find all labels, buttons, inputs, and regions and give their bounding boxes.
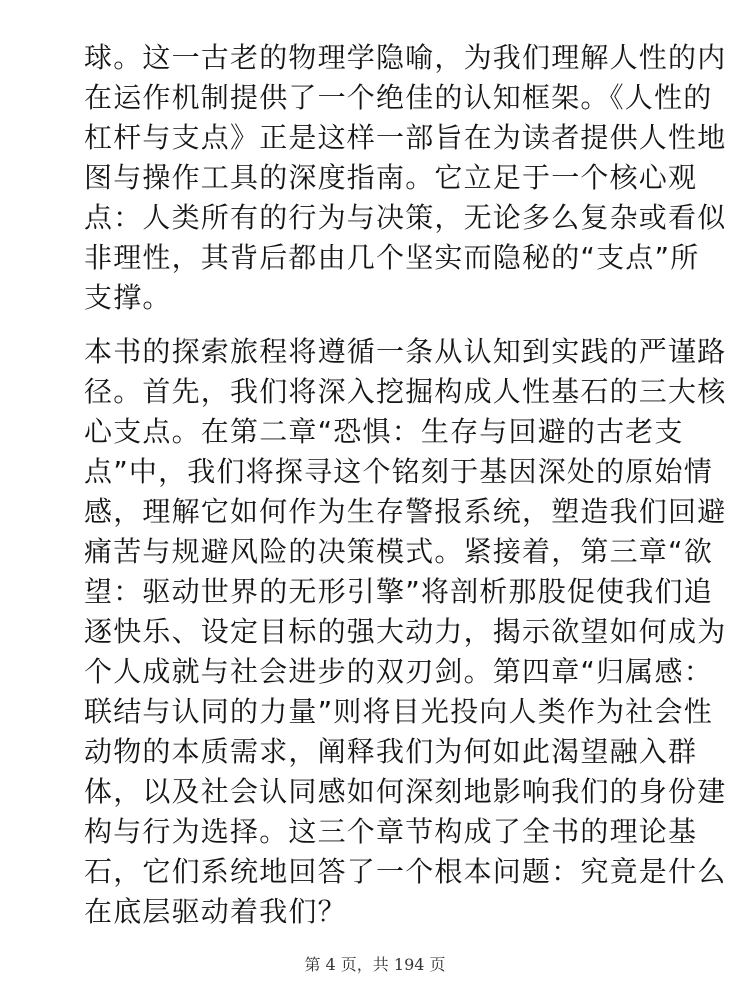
text-line: 感，理解它如何作为生存警报系统，塑造我们回避 [84,495,727,528]
paragraph-spacer [84,318,684,332]
text-line: 点”中，我们将探寻这个铭刻于基因深处的原始情 [84,455,713,488]
paragraph-1 [84,38,727,318]
text-line: 动物的本质需求，阐释我们为何如此渴望融入群 [84,735,698,768]
text-line: 联结与认同的力量”则将目光投向人类作为社会性 [84,695,713,728]
text-line: 望：驱动世界的无形引擎”将剖析那股促使我们追 [84,575,713,608]
text-line: 心支点。在第二章“恐惧：生存与回避的古老支 [84,415,684,448]
text-line: 点：人类所有的行为与决策，无论多么复杂或看似 [84,201,727,234]
text-line: 个人成就与社会进步的双刃剑。第四章“归属感： [84,655,713,688]
text-line: 球。这一古老的物理学隐喻，为我们理解人性的内 [84,41,727,74]
text-line: 在运作机制提供了一个绝佳的认知框架。《人性的 [84,81,713,114]
text-line: 痛苦与规避风险的决策模式。紧接着，第三章“欲 [84,535,713,568]
body-text [84,38,727,932]
text-line: 体，以及社会认同感如何深刻地影响我们的身份建 [84,775,727,808]
paragraph-2 [84,332,727,932]
text-line: 非理性，其背后都由几个坚实而隐秘的“支点”所 [84,241,700,274]
text-line: 杠杆与支点》正是这样一部旨在为读者提供人性地 [84,121,727,154]
text-line: 本书的探索旅程将遵循一条从认知到实践的严谨路 [84,335,727,368]
text-line: 石，它们系统地回答了一个根本问题：究竟是什么 [84,855,727,888]
text-line: 逐快乐、设定目标的强大动力，揭示欲望如何成为 [84,615,727,648]
page-number-footer: 第 4 页，共 194 页 [304,955,446,974]
text-line: 径。首先，我们将深入挖掘构成人性基石的三大核 [84,375,727,408]
text-line: 图与操作工具的深度指南。它立足于一个核心观 [84,161,698,194]
text-line: 支撑。 [84,281,172,314]
text-line: 在底层驱动着我们？ [84,895,347,928]
text-line: 构与行为选择。这三个章节构成了全书的理论基 [84,815,698,848]
